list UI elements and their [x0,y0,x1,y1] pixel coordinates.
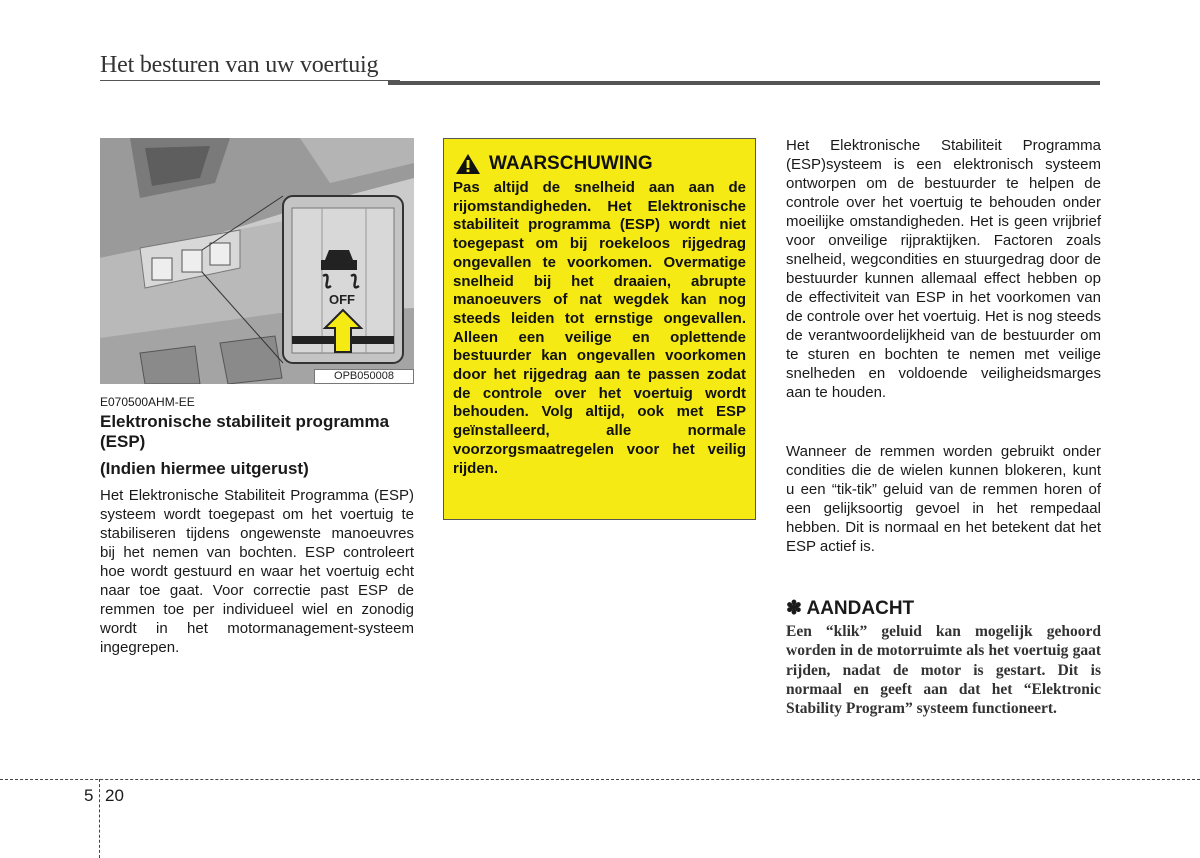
footer-divider [0,779,1200,780]
esp-description-paragraph: Het Elektronische Stabiliteit Programma (ESP)systeem is een elektronisch systeem ontworpen om de bestuurder te helpen de controle over het voertuig te behouden onder moeilijke omstandigheden. Het is geen vrijbrief voor onveilige rijpraktijken. Factoren zoals snelheid, wegcondities en stuurgedrag door de bestuurder kunnen allemaal effect hebben op de effectiviteit van ESP in het voorkomen van de controle over het voertuig. Het is nog steeds de verantwoordelijkheid van de bestuurder om te sturen en bochten te nemen met veilige snelheden en voldoende veiligheidsmarges aan te houden. [786,137,1101,401]
figure-code: OPB050008 [314,369,414,384]
header-rule [100,80,400,81]
warning-triangle-icon [455,153,481,175]
section-body: Het Elektronische Stabiliteit Programma (ESP) systeem wordt toegepast om het voertuig te stabiliseren tijdens ongewenste manoeuvres bij het nemen van bochten. ESP controleert hoe wordt gestuurd en waar het voertuig echt naar toe gaat. Voor correctie past ESP de remmen toe per individueel wiel en zonodig wordt in het motormanagement-systeem ingegrepen. [100,487,414,656]
esp-dashboard-illustration [100,138,414,384]
page-number: 20 [105,786,124,805]
page-header-title: Het besturen van uw voertuig [100,52,379,78]
note-title: ✽ AANDACHT [786,598,915,619]
section-subtitle: (Indien hiermee uitgerust) [100,459,309,478]
warning-header [455,153,653,175]
footer-vertical-divider [99,779,100,858]
note-text: Een “klik” geluid kan mogelijk gehoord worden in de motorruimte als het voertuig gaat rijden, nadat de motor is gestart. Dit is normaal en geeft aan dat het “Elektronic Stability Program” systeem functioneert. [786,623,1101,718]
brake-noise-paragraph: Wanneer de remmen worden gebruikt onder condities die de wielen kunnen blokeren, kunt u een “tik-tik” geluid van de remmen horen of een gelijksoortig gevoel in het rempedaal hebben. Dit is normaal en het betekent dat het ESP actief is. [786,443,1101,555]
header-rule-thick [388,81,1100,85]
section-ref-code: E070500AHM-EE [100,395,195,409]
section-number: 5 [84,786,94,805]
esp-off-label: OFF [329,292,355,307]
warning-text: Pas altijd de snelheid aan aan de rijomstandigheden. Het Elektronische stabiliteit programma (ESP) wordt niet toegepast om bij roekeloos rijgedrag ongevallen te voorkomen. Overmatige snelheid bij het draaien, abrupte manoeuvers of nat wegdek kan nog steeds leiden tot ernstige ongevallen. Alleen een veilige en oplettende bestuurder kan ongevallen voorkomen door het rijgedrag aan te passen zodat de controle over het voertuig wordt behouden. Volg altijd, ook met ESP geïnstalleerd, alle normale voorzorgsmaatregelen voor het veilig rijden. [453,179,746,477]
warning-label: WAARSCHUWING [489,153,653,174]
section-title: Elektronische stabiliteit programma (ESP) [100,412,390,451]
warning-box [443,138,756,520]
